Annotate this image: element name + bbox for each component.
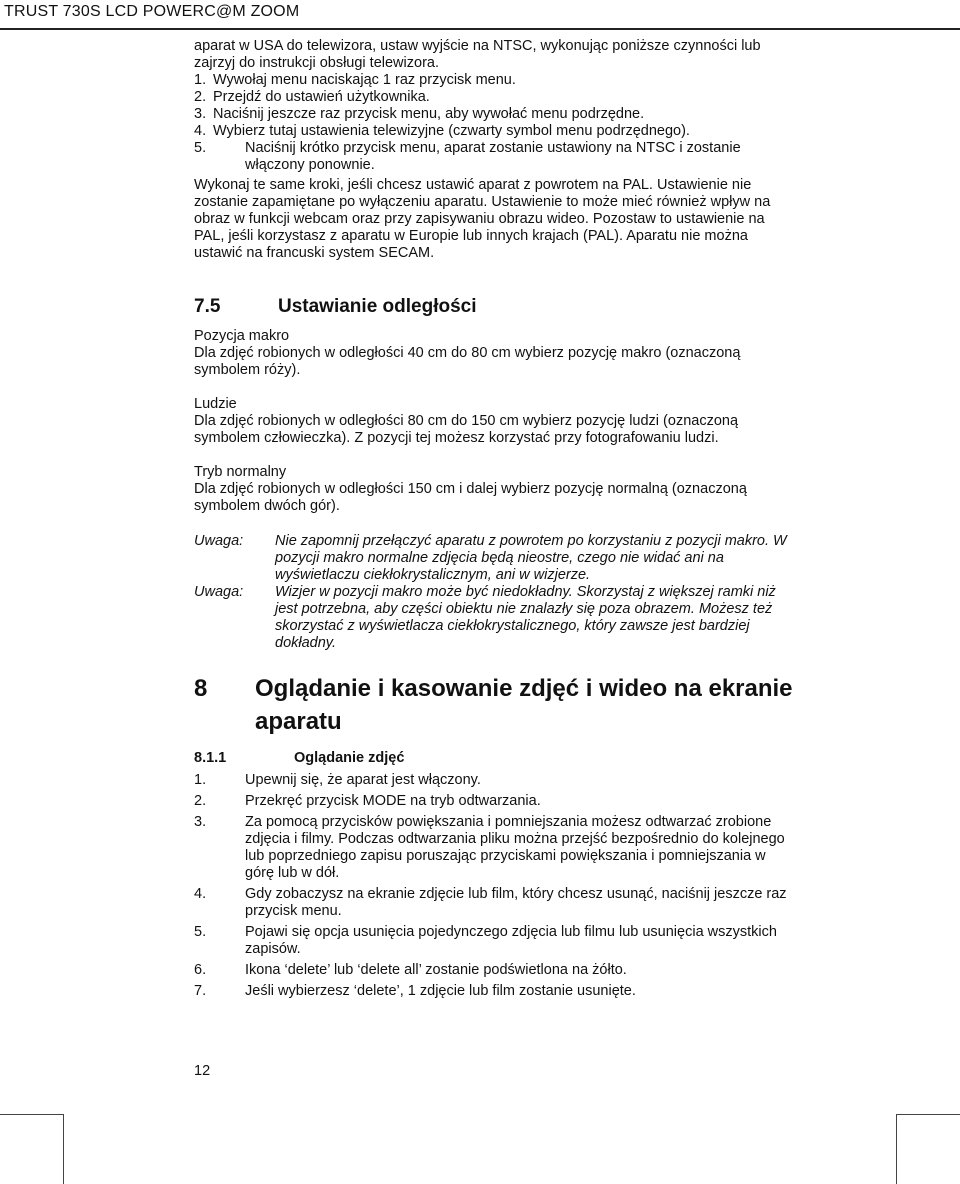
list-item: 4. Wybierz tutaj ustawienia telewizyjne (czwarty symbol menu podrzędnego). [194,123,690,139]
note-text: Nie zapomnij przełączyć aparatu z powrotem po korzystaniu z pozycji makro. W pozycji makro normalne zdjęcia będą nieostre, czego nie widać ani na wyświetlaczu ciekłokrystalicznym, ani w wizjerze. [275,533,787,583]
note-text: Wizjer w pozycji makro może być niedokładny. Skorzystaj z większej ramki niż jest potrzebna, aby części obiektu nie znalazły się poza obrazem. Możesz też skorzystać z wyświetlacza ciekłokrystalicznego, który zawsze jest bardziej dokładny. [275,584,776,651]
intro-lead: aparat w USA do telewizora, ustaw wyjście na NTSC, wykonując poniższe czynności lub zajrzyj do instrukcji obsługi telewizora. [194,38,761,71]
list-item: 1. Wywołaj menu naciskając 1 raz przycisk menu. [194,72,516,88]
section-heading-7-5: 7.5 Ustawianie odległości [194,296,477,317]
block-heading: Ludzie [194,396,237,412]
list-item: 2. Przekręć przycisk MODE na tryb odtwarzania. [194,793,541,809]
viewing-steps [194,772,794,1000]
subsection-heading-8-1-1: 8.1.1 Oglądanie zdjęć [194,750,405,766]
list-item: 3. Za pomocą przycisków powiększania i pomniejszania możesz odtwarzać zrobione zdjęcia i filmy. Podczas odtwarzania pliku można przejść bezpośrednio do kolejnego lub poprzedniego zapisu poruszając przyciskami powiększania i pomniejszania w górę lub w dół. [194,814,785,881]
list-item: 2. Przejdź do ustawień użytkownika. [194,89,430,105]
block-text: Dla zdjęć robionych w odległości 40 cm do 80 cm wybierz pozycję makro (oznaczoną symbolem róży). [194,345,741,378]
header-title: TRUST 730S LCD POWERC@M ZOOM [4,3,300,20]
note-label: Uwaga: [194,533,244,549]
crop-mark-right-vertical [896,1114,897,1184]
crop-mark-left-horizontal [0,1114,63,1115]
list-item: 6. Ikona ‘delete’ lub ‘delete all’ zostanie podświetlona na żółto. [194,962,627,978]
note-label: Uwaga: [194,584,244,600]
block-text: Dla zdjęć robionych w odległości 80 cm do 150 cm wybierz pozycję ludzi (oznaczoną symbolem człowieczka). Z pozycji tej możesz korzystać przy fotografowaniu ludzi. [194,413,739,446]
page-number: 12 [194,1063,211,1079]
crop-mark-left-vertical [63,1114,64,1184]
note-1 [194,533,794,584]
block-text: Dla zdjęć robionych w odległości 150 cm i dalej wybierz pozycję normalną (oznaczoną symbolem dwóch gór). [194,481,747,514]
distance-block-people [194,396,794,447]
list-item: 1. Upewnij się, że aparat jest włączony. [194,772,481,788]
block-heading: Tryb normalny [194,464,287,480]
list-item: 3. Naciśnij jeszcze raz przycisk menu, aby wywołać menu podrzędne. [194,106,645,122]
list-item: 4. Gdy zobaczysz na ekranie zdjęcie lub film, który chcesz usunąć, naciśnij jeszcze raz przycisk menu. [194,886,787,919]
list-item: 5. Pojawi się opcja usunięcia pojedynczego zdjęcia lub filmu lub usunięcia wszystkich zapisów. [194,924,777,957]
list-item: 5. Naciśnij krótko przycisk menu, aparat zostanie ustawiony na NTSC i zostanie włączony ponownie. [194,140,741,173]
section-heading-8: 8 Oglądanie i kasowanie zdjęć i wideo na ekranie aparatu [194,675,793,735]
distance-block-normal [194,464,794,515]
intro-steps [194,72,794,174]
list-item: 7. Jeśli wybierzesz ‘delete’, 1 zdjęcie lub film zostanie usunięte. [194,983,636,999]
page-content [194,38,794,1004]
block-heading: Pozycja makro [194,328,290,344]
header-rule [0,28,960,30]
crop-mark-right-horizontal [896,1114,960,1115]
distance-block-macro [194,328,794,379]
intro-closing: Wykonaj te same kroki, jeśli chcesz ustawić aparat z powrotem na PAL. Ustawienie nie zostanie zapamiętane po wyłączeniu aparatu. Ustawienie to może mieć również wpływ na obraz w funkcji webcam oraz przy zapisywaniu obrazu wideo. Pozostaw to ustawienie na PAL, jeśli korzystasz z aparatu w Europie lub innych krajach (PAL). Aparatu nie można ustawić na francuski system SECAM. [194,177,771,261]
note-2 [194,584,794,652]
